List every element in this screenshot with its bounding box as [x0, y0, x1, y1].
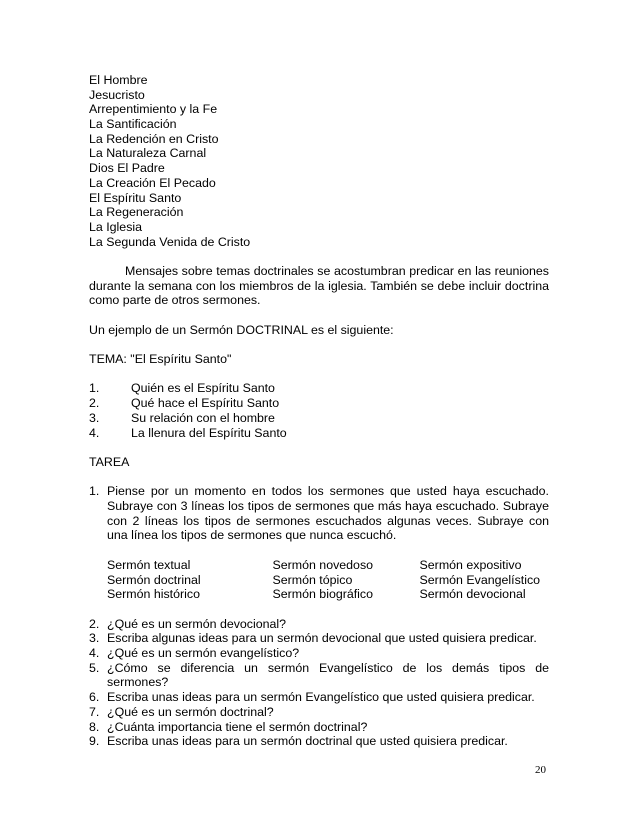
tarea-item-number: 2. — [89, 616, 100, 631]
sermon-types-table — [107, 558, 549, 602]
tarea-item-text: Escriba unas ideas para un sermón Evangelístico que usted quisiera predicar. — [107, 690, 535, 705]
topic-item: Arrepentimiento y la Fe — [89, 102, 218, 117]
spacer — [89, 367, 549, 382]
tarea-item-text: ¿Qué es un sermón evangelístico? — [107, 646, 300, 661]
tarea-item-text: ¿Cómo se diferencia un sermón Evangelístico de los demás tipos de sermones? — [107, 660, 549, 690]
tema-point-text: La llenura del Espíritu Santo — [131, 425, 287, 440]
topic-item: La Santificación — [89, 117, 177, 132]
tema-point — [89, 411, 549, 426]
spacer — [89, 337, 549, 352]
tarea-item — [89, 734, 549, 749]
tema-point-text: Qué hace el Espíritu Santo — [131, 396, 280, 411]
tema-point-list — [89, 381, 549, 440]
tema-point-text: Su relación con el hombre — [131, 410, 275, 425]
spacer — [89, 602, 549, 617]
tema-title: TEMA: "El Espíritu Santo" — [89, 352, 232, 367]
spacer — [89, 543, 549, 558]
tarea-item — [89, 661, 549, 690]
doctrinal-paragraph: Mensajes sobre temas doctrinales se acostumbran predicar en las reuniones durante la semana con los miembros de la iglesia. También se debe incluir doctrina como parte de otros sermones. — [89, 263, 549, 308]
topic-item: La Iglesia — [89, 219, 143, 234]
tarea-item-text: ¿Qué es un sermón doctrinal? — [107, 704, 274, 719]
document-page — [89, 73, 549, 749]
tarea-item-text: Piense por un momento en todos los sermones que usted haya escuchado. Subraye con 3 líneas los tipos de sermones que más haya escuchado. Subraye con 2 líneas los tipos de sermones escuchados algunas veces. Subraye con una línea los tipos de sermones que nunca escuchó. — [107, 484, 549, 543]
tema-point-number: 2. — [89, 396, 100, 411]
sermon-type: Sermón devocional — [419, 587, 526, 602]
tarea-item-number: 3. — [89, 631, 100, 646]
tarea-item — [89, 705, 549, 720]
tarea-item-number: 5. — [89, 660, 100, 675]
spacer — [89, 249, 549, 264]
spacer — [89, 440, 549, 455]
topic-item: Jesucristo — [89, 87, 145, 102]
topic-item: La Regeneración — [89, 205, 184, 220]
tarea-item-text: ¿Qué es un sermón devocional? — [107, 616, 287, 631]
tarea-list — [89, 617, 549, 749]
tarea-item — [89, 720, 549, 735]
tarea-item-text: Escriba unas ideas para un sermón doctrinal que usted quisiera predicar. — [107, 734, 508, 749]
sermon-type: Sermón novedoso — [272, 557, 374, 572]
page-number: 20 — [535, 764, 546, 776]
sermon-types-row — [107, 587, 549, 602]
tarea-item-number: 9. — [89, 734, 100, 749]
sermon-type: Sermón doctrinal — [107, 572, 201, 587]
sermon-type: Sermón biográfico — [272, 587, 374, 602]
spacer — [89, 308, 549, 323]
tema-point-text: Quién es el Espíritu Santo — [131, 381, 275, 396]
tarea-item — [89, 690, 549, 705]
tarea-item — [89, 631, 549, 646]
sermon-types-row — [107, 573, 549, 588]
sermon-type: Sermón Evangelístico — [419, 572, 541, 587]
tema-point-number: 1. — [89, 381, 100, 396]
tarea-item-number: 7. — [89, 704, 100, 719]
topic-item: El Espíritu Santo — [89, 190, 182, 205]
tarea-item-number: 4. — [89, 646, 100, 661]
spacer — [89, 470, 549, 485]
tarea-item — [89, 646, 549, 661]
tarea-item — [89, 484, 549, 543]
topic-list — [89, 73, 549, 249]
topic-item: La Creación El Pecado — [89, 175, 216, 190]
tarea-title: TAREA — [89, 454, 130, 469]
topic-item: Dios El Padre — [89, 161, 165, 176]
sermon-type: Sermón expositivo — [419, 557, 522, 572]
topic-item: El Hombre — [89, 73, 148, 87]
topic-item: La Naturaleza Carnal — [89, 146, 207, 161]
tema-point-number: 4. — [89, 425, 100, 440]
sermon-types-row — [107, 558, 549, 573]
topic-item: La Redención en Cristo — [89, 131, 219, 146]
topic-item: La Segunda Venida de Cristo — [89, 234, 251, 249]
tema-point — [89, 381, 549, 396]
sermon-type: Sermón tópico — [272, 572, 353, 587]
tarea-item-number: 1. — [89, 484, 100, 499]
tarea-item-text: ¿Cuánta importancia tiene el sermón doctrinal? — [107, 719, 368, 734]
tarea-item-number: 8. — [89, 719, 100, 734]
example-intro: Un ejemplo de un Sermón DOCTRINAL es el siguiente: — [89, 322, 394, 337]
tema-point — [89, 426, 549, 441]
tema-point-number: 3. — [89, 410, 100, 425]
sermon-type: Sermón textual — [107, 557, 191, 572]
tema-point — [89, 396, 549, 411]
tarea-item — [89, 617, 549, 632]
tarea-item-text: Escriba algunas ideas para un sermón devocional que usted quisiera predicar. — [107, 631, 537, 646]
sermon-type: Sermón histórico — [107, 587, 200, 602]
tarea-item-number: 6. — [89, 690, 100, 705]
